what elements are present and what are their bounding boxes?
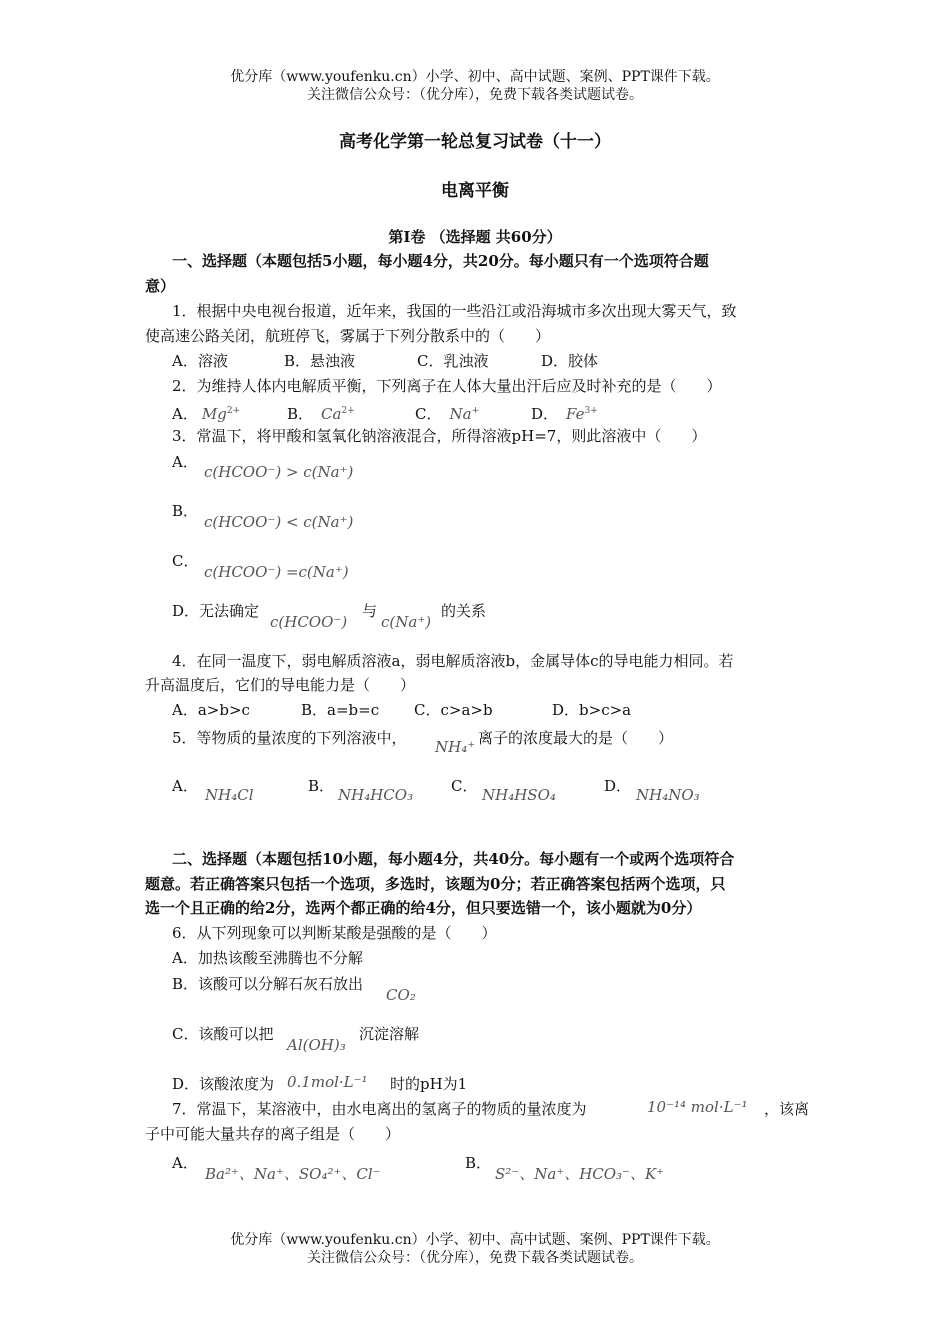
q5-option-a-formula: NH₄Cl — [205, 786, 254, 804]
q7-option-b-ions: S²⁻、Na⁺、HCO₃⁻、K⁺ — [495, 1165, 665, 1183]
q6-option-d-suffix: 时的pH为1 — [390, 1075, 468, 1093]
section2-heading-cont1: 题意。若正确答案只包括一个选项，多选时，该题为0分；若正确答案包括两个选项，只 — [145, 875, 726, 893]
q3-stem: 3．常温下，将甲酸和氢氧化钠溶液混合，所得溶液pH=7，则此溶液中（ ） — [172, 427, 707, 445]
q5-stem-prefix: 5．等物质的量浓度的下列溶液中， — [172, 729, 407, 747]
page-subtitle: 电离平衡 — [441, 181, 509, 201]
q6-option-c-formula: Al(OH)₃ — [287, 1036, 346, 1054]
q3-option-d-mid: 与 — [362, 602, 378, 620]
q6-option-d: D．该酸浓度为 — [172, 1075, 275, 1093]
q5-option-c-label: C． — [451, 777, 478, 795]
q3-option-b-label: B． — [172, 502, 199, 520]
q2-option-d-charge: 3+ — [584, 406, 598, 416]
q2-options — [172, 400, 598, 425]
q3-option-d — [172, 600, 259, 622]
q6-option-b: B．该酸可以分解石灰石放出 — [172, 975, 364, 993]
q3-option-d-expr2: c(Na⁺) — [381, 613, 432, 631]
q2-option-b-charge: 2+ — [341, 406, 355, 416]
q7-option-a-label: A． — [172, 1154, 198, 1172]
q2-stem: 2．为维持人体内电解质平衡，下列离子在人体大量出汗后应及时补充的是（ ） — [172, 377, 722, 395]
q6-option-b-formula: CO₂ — [386, 986, 416, 1004]
section1-heading-cont: 意） — [145, 277, 176, 295]
q1-option-d: D．胶体 — [541, 352, 599, 370]
q2-option-a — [172, 400, 287, 425]
q5-option-b-label: B． — [308, 777, 335, 795]
q6-option-c-suffix: 沉淀溶解 — [359, 1025, 420, 1043]
q1-options — [172, 350, 598, 372]
q2-option-a-charge: 2+ — [226, 406, 241, 416]
q6-option-c: C．该酸可以把 — [172, 1025, 274, 1043]
q5-option-a-label: A． — [172, 777, 198, 795]
q1-option-a: A．溶液 — [172, 352, 228, 370]
q7-option-a-ions: Ba²⁺、Na⁺、SO₄²⁺、Cl⁻ — [205, 1165, 381, 1183]
section1-heading: 一、选择题（本题包括5小题，每小题4分，共20分。每小题只有一个选项符合题 — [172, 252, 709, 270]
q2-option-c — [415, 400, 531, 425]
q2-option-d-ion: Fe — [566, 405, 585, 423]
q4-option-d: D．b>c>a — [552, 701, 632, 719]
section2-heading-cont2: 选一个且正确的给2分，选两个都正确的给4分，但只要选错一个，该小题就为0分） — [145, 899, 702, 917]
q2-option-b-label: B． — [287, 405, 314, 423]
q2-option-d — [531, 400, 598, 425]
q5-option-d-label: D． — [604, 777, 632, 795]
q4-stem: 4．在同一温度下，弱电解质溶液a，弱电解质溶液b，金属导体c的导电能力相同。若 — [172, 652, 734, 670]
q7-stem: 7．常温下，某溶液中，由水电离出的氢离子的物质的量浓度为 — [172, 1100, 587, 1118]
q2-option-b-ion: Ca — [321, 405, 342, 423]
q3-option-d-post: 的关系 — [441, 602, 487, 620]
q3-option-c-label: C． — [172, 552, 199, 570]
q1-option-b: B．悬浊液 — [284, 352, 356, 370]
q6-stem: 6．从下列现象可以判断某酸是强酸的是（ ） — [172, 924, 497, 942]
header-line-2: 关注微信公众号：（优分库），免费下载各类试题试卷。 — [307, 87, 643, 103]
q5-option-d-formula: NH₄NO₃ — [636, 786, 700, 804]
q6-option-d-formula: 0.1mol·L⁻¹ — [287, 1073, 368, 1091]
q2-option-b — [287, 400, 415, 425]
q4-option-a: A．a>b>c — [172, 701, 250, 719]
q5-stem — [172, 727, 407, 749]
q4-stem-cont: 升高温度后，它们的导电能力是（ ） — [145, 676, 416, 694]
q2-option-c-label: C． — [415, 405, 442, 423]
q3-option-d-expr1: c(HCOO⁻) — [270, 613, 348, 631]
q7-option-b-label: B． — [465, 1154, 492, 1172]
q4-options — [172, 699, 631, 721]
q3-option-a-label: A． — [172, 453, 198, 471]
q1-stem: 1．根据中央电视台报道，近年来，我国的一些沿江或沿海城市多次出现大雾天气，致 — [172, 302, 737, 320]
q7-stem-cont: 子中可能大量共存的离子组是（ ） — [145, 1125, 401, 1143]
volume-heading: 第Ⅰ卷 （选择题 共60分） — [388, 228, 562, 246]
q5-stem-ion: NH₄⁺ — [435, 738, 476, 756]
footer-line-1: 优分库（www.youfenku.cn）小学、初中、高中试题、案例、PPT课件下载。 — [230, 1232, 720, 1248]
section2-heading: 二、选择题（本题包括10小题，每小题4分，共40分。每小题有一个或两个选项符合 — [172, 850, 735, 868]
q7-stem-suffix: ，该离 — [764, 1100, 810, 1118]
q3-option-a-expr: c(HCOO⁻) > c(Na⁺) — [204, 463, 354, 481]
q3-option-c-expr: c(HCOO⁻) =c(Na⁺) — [204, 563, 349, 581]
header-line-1: 优分库（www.youfenku.cn）小学、初中、高中试题、案例、PPT课件下载。 — [230, 69, 720, 85]
q4-option-c: C．c>a>b — [414, 701, 493, 719]
q5-option-c-formula: NH₄HSO₄ — [482, 786, 556, 804]
q3-option-d-prefix: D．无法确定 — [172, 602, 260, 620]
q4-option-b: B．a=b=c — [301, 701, 380, 719]
q3-option-b-expr: c(HCOO⁻) < c(Na⁺) — [204, 513, 354, 531]
q2-option-c-charge: + — [471, 406, 480, 416]
q2-option-c-ion: Na — [449, 405, 472, 423]
q5-option-b-formula: NH₄HCO₃ — [338, 786, 414, 804]
page-title: 高考化学第一轮总复习试卷（十一） — [339, 132, 611, 152]
q2-option-a-ion: Mg — [201, 405, 227, 423]
q2-option-d-label: D． — [531, 405, 559, 423]
q7-stem-formula: 10⁻¹⁴ mol·L⁻¹ — [647, 1098, 748, 1116]
q1-option-c: C．乳浊液 — [417, 352, 489, 370]
q1-stem-cont: 使高速公路关闭，航班停飞，雾属于下列分散系中的（ ） — [145, 327, 551, 345]
q2-option-a-label: A． — [172, 405, 198, 423]
q5-stem-suffix: 离子的浓度最大的是（ ） — [478, 729, 674, 747]
q6-option-a: A．加热该酸至沸腾也不分解 — [172, 949, 363, 967]
footer-line-2: 关注微信公众号：（优分库），免费下载各类试题试卷。 — [307, 1250, 643, 1266]
